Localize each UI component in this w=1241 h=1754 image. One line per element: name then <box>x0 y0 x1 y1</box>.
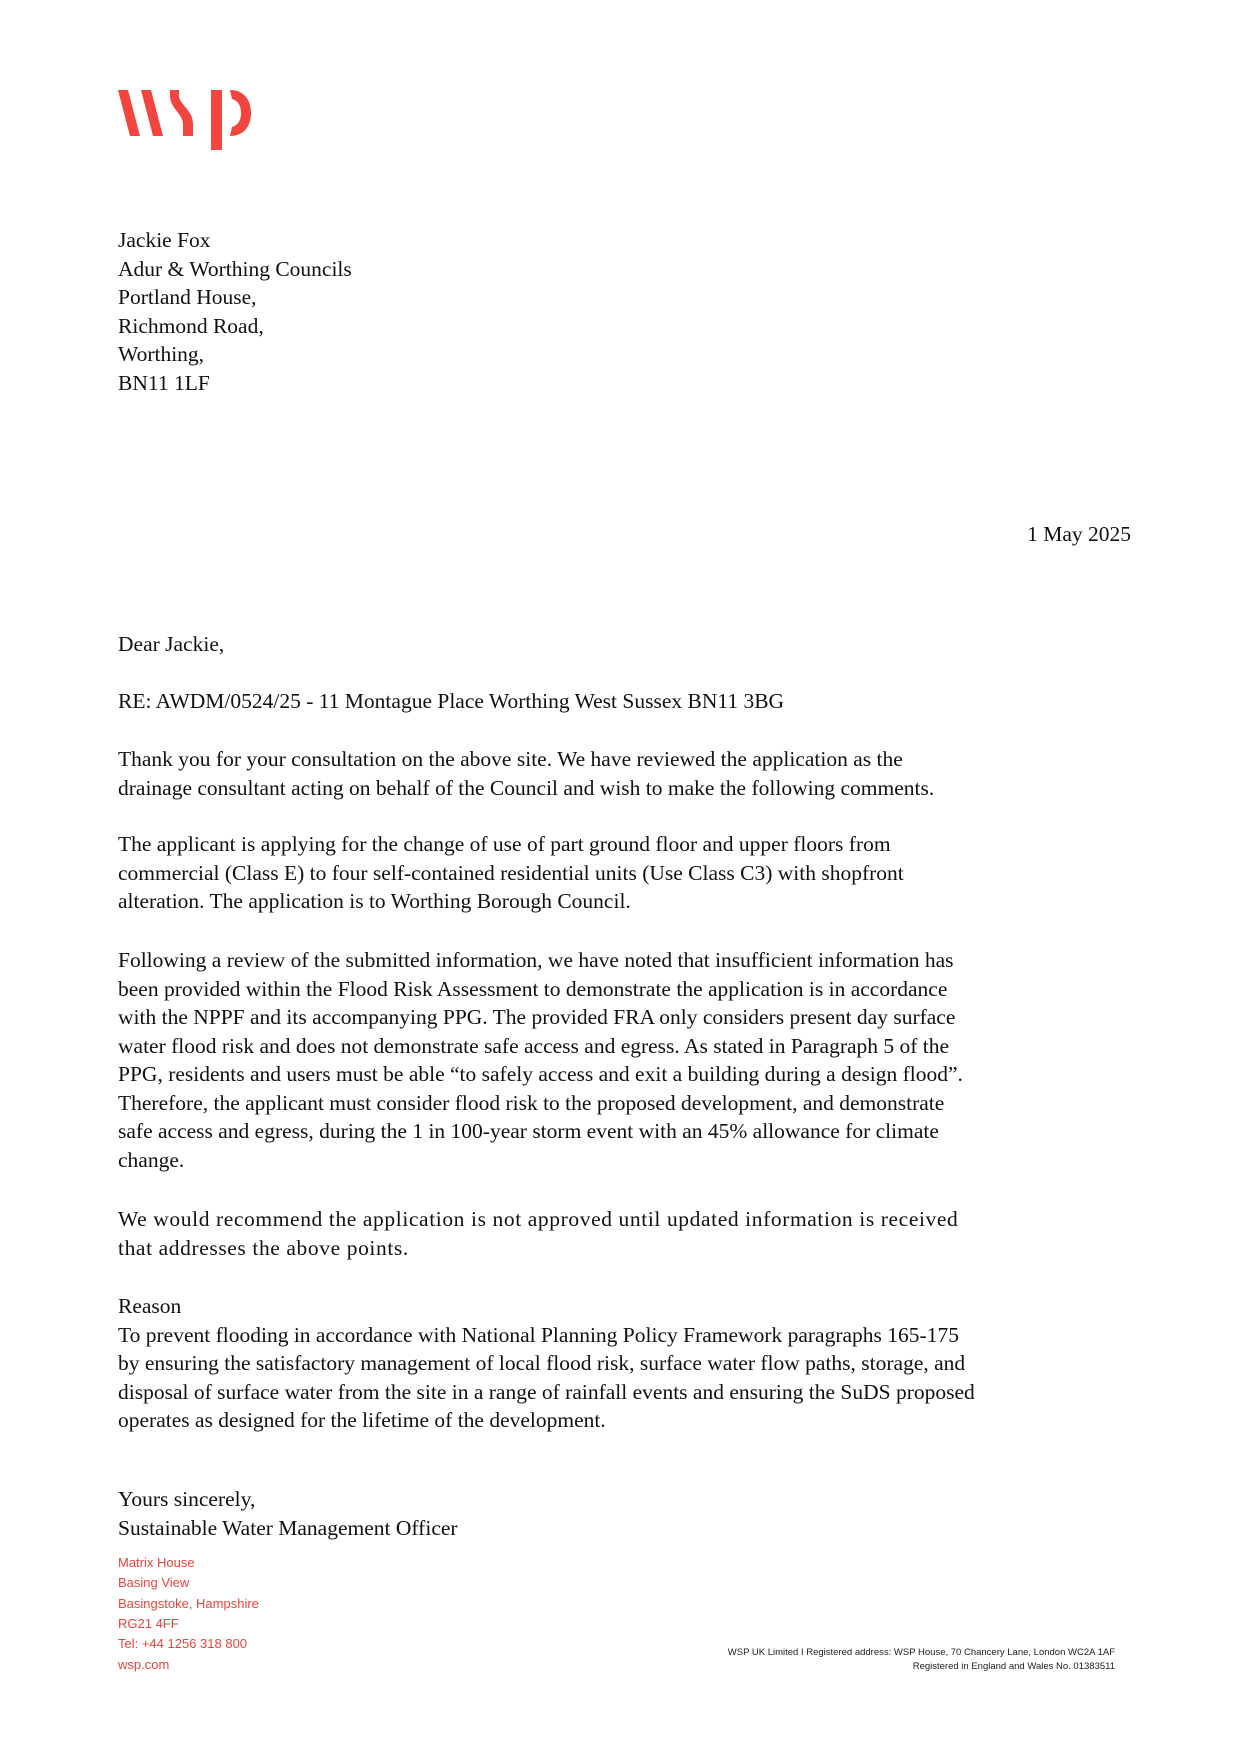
paragraph-line: We would recommend the application is not approved until updated information is received <box>118 1207 959 1231</box>
paragraph-line: with the NPPF and its accompanying PPG. The provided FRA only considers present day surface <box>118 1005 956 1029</box>
paragraph-line: by ensuring the satisfactory management of local flood risk, surface water flow paths, storage, and <box>118 1351 966 1375</box>
letter-date: 1 May 2025 <box>1027 522 1131 546</box>
recipient-line: Adur & Worthing Councils <box>118 256 352 281</box>
wsp-logo <box>118 86 278 150</box>
paragraph-line: drainage consultant acting on behalf of the Council and wish to make the following comments. <box>118 775 935 800</box>
recipient-line: BN11 1LF <box>118 370 210 395</box>
office-address-line: Basing View <box>118 1575 190 1591</box>
reason-heading: Reason <box>118 1294 182 1318</box>
signatory-title: Sustainable Water Management Officer <box>118 1516 458 1540</box>
paragraph-line: safe access and egress, during the 1 in 100-year storm event with an 45% allowance for climate <box>118 1119 939 1143</box>
registration-address: WSP UK Limited I Registered address: WSP House, 70 Chancery Lane, London WC2A 1AF <box>727 1647 1115 1658</box>
paragraph-line: Thank you for your consultation on the above site. We have reviewed the application as the <box>118 747 903 771</box>
paragraph-line: been provided within the Flood Risk Assessment to demonstrate the application is in accordance <box>118 976 948 1001</box>
paragraph-line: alteration. The application is to Worthing Borough Council. <box>118 889 631 913</box>
closing: Yours sincerely, <box>118 1487 256 1511</box>
paragraph-line: change. <box>118 1147 185 1172</box>
paragraph-line: water flood risk and does not demonstrate safe access and egress. As stated in Paragraph 5 of the <box>118 1033 950 1058</box>
recipient-line: Worthing, <box>118 342 205 366</box>
recipient-line: Jackie Fox <box>118 228 211 252</box>
paragraph-line: that addresses the above points. <box>118 1235 409 1260</box>
office-address-line: Tel: +44 1256 318 800 <box>118 1636 248 1652</box>
paragraph-line: Following a review of the submitted information, we have noted that insufficient information has <box>118 948 954 972</box>
paragraph-line: PPG, residents and users must be able “to safely access and exit a building during a design flood”. <box>118 1062 963 1086</box>
subject-line: RE: AWDM/0524/25 - 11 Montague Place Worthing West Sussex BN11 3BG <box>118 689 785 713</box>
paragraph-line: commercial (Class E) to four self-contained residential units (Use Class C3) with shopfront <box>118 860 904 885</box>
registration-number: Registered in England and Wales No. 01383511 <box>912 1661 1115 1672</box>
recipient-line: Portland House, <box>118 285 257 309</box>
recipient-line: Richmond Road, <box>118 313 264 338</box>
paragraph-line: disposal of surface water from the site in a range of rainfall events and ensuring the SuDS proposed <box>118 1379 975 1404</box>
paragraph-line: The applicant is applying for the change of use of part ground floor and upper floors from <box>118 832 891 856</box>
paragraph-line: Therefore, the applicant must consider flood risk to the proposed development, and demonstrate <box>118 1090 945 1115</box>
office-address-line: Basingstoke, Hampshire <box>118 1595 259 1611</box>
salutation: Dear Jackie, <box>118 632 225 656</box>
office-address-line: Matrix House <box>118 1555 195 1570</box>
paragraph-line: operates as designed for the lifetime of the development. <box>118 1408 606 1432</box>
website-link[interactable]: wsp.com <box>118 1656 170 1672</box>
office-address-line: RG21 4FF <box>118 1615 179 1631</box>
paragraph-line: To prevent flooding in accordance with National Planning Policy Framework paragraphs 165-175 <box>118 1322 959 1347</box>
